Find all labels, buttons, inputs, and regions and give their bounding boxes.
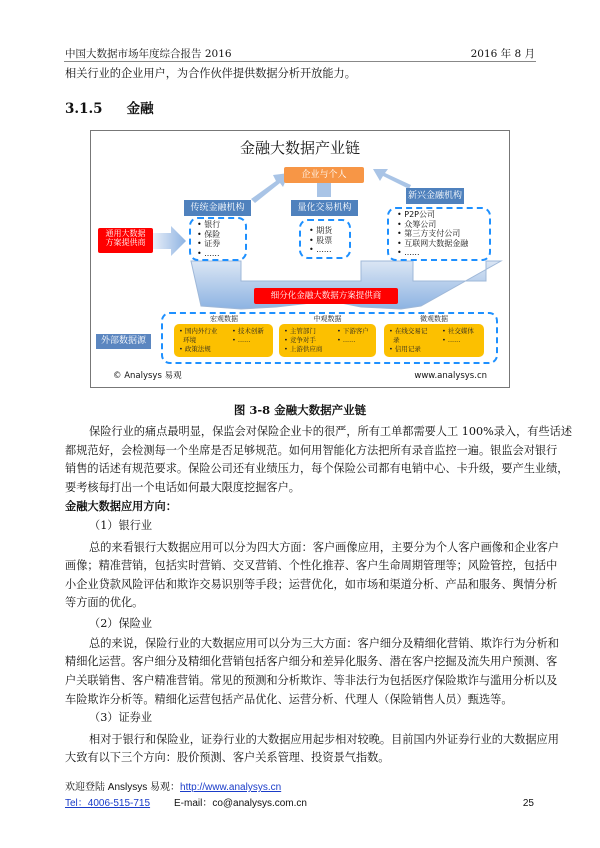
paragraph-line: 车险欺诈分析等。精细化运营包括产品优化、运营分析、代理人（保险销售人员）甄选等。 — [65, 693, 513, 706]
enterprise-individual-box: 企业与个人 — [284, 167, 364, 183]
paragraph-line: 要考核每打出一个电话如何最大限度挖掘客户。 — [65, 481, 300, 494]
paragraph-line: 都规范好，会检测每一个坐席是否足够规范。如何用智能化方法把所有录音监控一遍。银监会对银行 — [65, 444, 558, 457]
item: • 国内外行业 — [179, 327, 218, 335]
item: • 期货 — [309, 226, 333, 235]
emerging-institutions-box — [387, 207, 491, 261]
traditional-institutions-label: 传统金融机构 — [184, 200, 251, 216]
securities-label: （3）证券业 — [89, 711, 153, 724]
paragraph-line: 相对于银行和保险业，证券行业的大数据应用起步相对较晚。目前国内外证券行业的大数据应用 — [89, 733, 559, 746]
intro-line: 相关行业的企业用户，为合作伙伴提供数据分析开放能力。 — [65, 67, 356, 80]
footer-welcome-text: 欢迎登陆 Anslysys 易观： — [65, 782, 181, 793]
arrow-up-right — [373, 169, 411, 189]
paragraph-line: 户关联销售、客户精准营销。常见的预测和分析欺诈、等非法行为包括医疗保险欺诈与滥用分析以及 — [65, 674, 558, 687]
diagram-copyright: © Analysys 易观 — [113, 371, 182, 381]
item: • 银行 — [197, 220, 221, 229]
item: • 在线交易记 — [389, 327, 428, 335]
section-heading — [65, 101, 154, 117]
item: • ...... — [197, 248, 220, 258]
bank-label: （1）银行业 — [89, 519, 153, 532]
paragraph-line: 小企业贷款风险评估和欺诈交易识别等手段；运营优化，如市场和渠道分析、产品和服务、舆情分析 — [65, 578, 558, 591]
item: • 下游客户 — [337, 327, 369, 335]
paragraph-line: 总的来看银行大数据应用可以分为四大方面：客户画像应用，主要分为个人客户画像和企业客户 — [89, 541, 559, 554]
quant-trading-label: 量化交易机构 — [291, 200, 358, 216]
macro-col1 — [179, 327, 217, 354]
item: • ...... — [309, 245, 332, 254]
meso-data-label: 中观数据 — [313, 315, 342, 323]
footer-email: E-mail：co@analysys.com.cn — [174, 798, 307, 809]
item: • 股票 — [309, 235, 333, 245]
item: • ...... — [232, 336, 251, 344]
emerging-institutions-label: 新兴金融机构 — [406, 188, 464, 204]
macro-col2 — [232, 327, 264, 345]
paragraph-line: 销售的话述有规范要求。保险公司还有业绩压力，每个保险公司都有电销中心、卡升级，要产生业绩， — [65, 462, 569, 475]
paragraph-line: 精细化运营。客户细分及精细化营销包括客户细分和差异化服务、潜在客户挖掘及流失用户预测、客 — [65, 655, 558, 668]
paragraph-line: 画像；精准营销，包括实时营销、交叉营销、个性化推荐、客户生命周期管理等；风险管控，包括中 — [65, 559, 558, 572]
arrow-right — [153, 226, 186, 256]
item: 录 — [389, 336, 400, 344]
section-title: 金融 — [126, 101, 154, 117]
item: • ...... — [397, 248, 420, 257]
item: • 技术创新 — [232, 327, 264, 335]
item: • 竞争对手 — [284, 336, 316, 344]
paragraph-line: 保险行业的痛点最明显，保监会对保险企业卡的很严，所有工单都需要人工 100%录入，有些话述 — [89, 425, 573, 438]
item: • P2P公司 — [397, 210, 435, 219]
diagram-title: 金融大数据产业链 — [239, 139, 360, 157]
page-number: 25 — [522, 798, 534, 809]
traditional-institutions-box — [189, 217, 247, 261]
item: • 保险 — [197, 229, 221, 239]
item: • 信用记录 — [389, 345, 421, 353]
footer-url-link[interactable]: http://www.analysys.cn — [180, 782, 282, 793]
item: • 证券 — [197, 239, 221, 248]
macro-data-label: 宏观数据 — [210, 315, 238, 323]
general-provider-box: 通用大数据方案提供商 — [98, 228, 153, 253]
item: • 上游供应商 — [284, 345, 323, 353]
footer-tel-link[interactable]: Tel：4006-515-715 — [65, 798, 151, 809]
item: • ...... — [442, 336, 461, 344]
meso-data-box — [279, 324, 376, 357]
paragraph-line: 等方面的优化。 — [65, 596, 144, 609]
header-date: 2016 年 8 月 — [470, 48, 535, 60]
figure-caption: 图 3-8 金融大数据产业链 — [233, 403, 367, 417]
diagram-website: www.analysys.cn — [414, 371, 487, 381]
external-data-source-label: 外部数据源 — [96, 334, 151, 349]
subheading: 金融大数据应用方向： — [65, 499, 177, 513]
micro-col2 — [442, 327, 474, 345]
insurance-label: （2）保险业 — [89, 617, 153, 630]
footer-welcome — [65, 782, 281, 794]
item: • 主管部门 — [284, 327, 316, 335]
meso-col2 — [337, 327, 369, 345]
header-rule — [64, 61, 536, 62]
meso-col1 — [284, 327, 322, 354]
paragraph-line: 大致有以下三个方向：股价预测、客户关系管理、投资景气指数。 — [65, 751, 390, 764]
macro-data-box — [174, 324, 273, 357]
micro-col1 — [389, 327, 427, 354]
micro-data-label: 微观数据 — [420, 315, 448, 323]
item: • 第三方支付公司 — [397, 229, 461, 238]
header-title: 中国大数据市场年度综合报告 2016 — [65, 48, 232, 60]
item: • 社交媒体 — [442, 327, 474, 335]
item: • 政策法规 — [179, 345, 211, 353]
micro-data-box — [384, 324, 484, 357]
item: • ...... — [337, 336, 356, 344]
finance-bigdata-chain-diagram — [90, 130, 510, 388]
paragraph-line: 总的来说，保险行业的大数据应用可以分为三大方面：客户细分及精细化营销、欺诈行为分析和 — [89, 637, 559, 650]
item: • 互联网大数据金融 — [397, 238, 469, 248]
item: 环境 — [179, 336, 197, 344]
section-number: 3.1.5 — [65, 101, 103, 117]
quant-trading-box — [299, 219, 351, 259]
item: • 众筹公司 — [397, 219, 437, 229]
segmented-provider-box: 细分化金融大数据方案提供商 — [254, 288, 398, 304]
